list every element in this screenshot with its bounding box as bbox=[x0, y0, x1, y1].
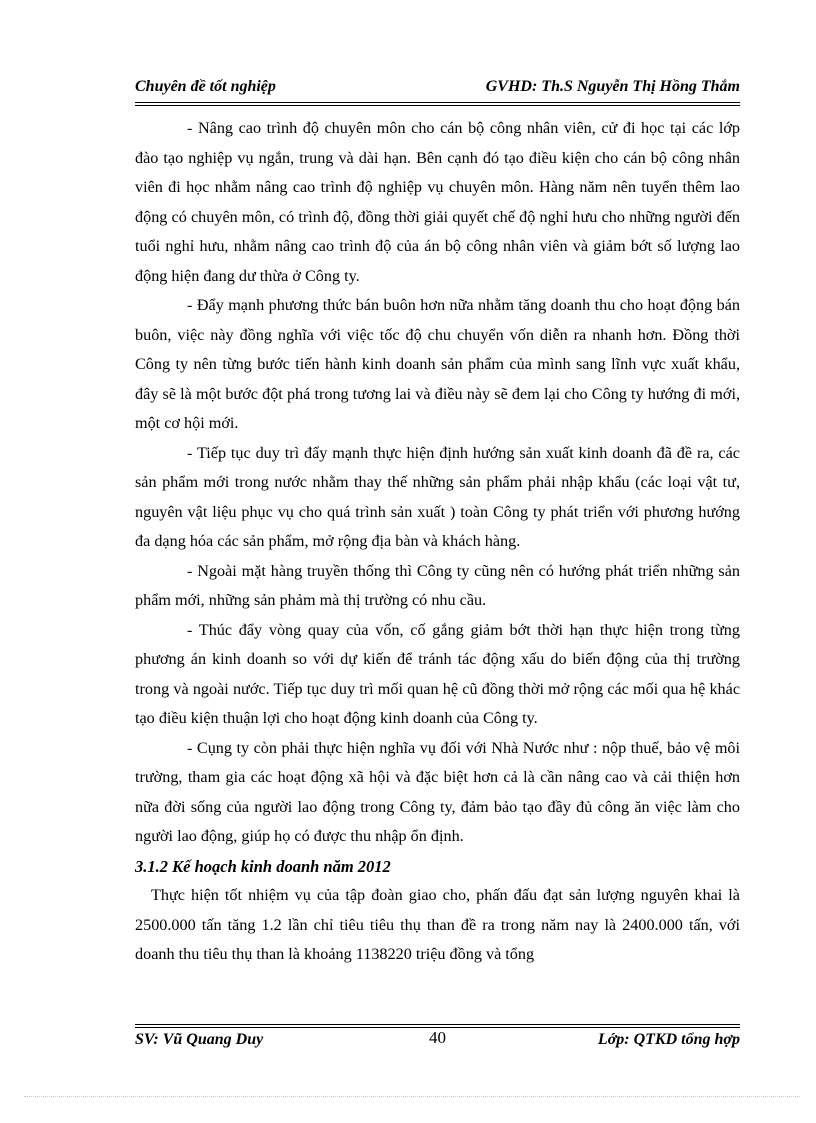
bullet-paragraph: - Tiếp tục duy trì đẩy mạnh thực hiện định hướng sản xuất kinh doanh đã đề ra, các sản phẩm mới trong nước nhằm thay thế những sản phẩm phải nhập khẩu (các loại vật tư, nguyên vật liệu phục vụ cho quá trình sản xuất ) toàn Công ty phát triển với phương hướng đa dạng hóa các sản phẩm, mở rộng địa bàn và khách hàng. bbox=[135, 443, 740, 550]
document-body bbox=[135, 114, 740, 970]
section-heading: 3.1.2 Kế hoạch kinh doanh năm 2012 bbox=[135, 856, 391, 876]
bullet-paragraph: - Đẩy mạnh phương thức bán buôn hơn nữa nhằm tăng doanh thu cho hoạt động bán buôn, việc này đồng nghĩa với việc tốc độ chu chuyển vốn diễn ra nhanh hơn. Đồng thời Công ty nên từng bước tiến hành kinh doanh sản phẩm của mình sang lĩnh vực xuất khẩu, đây sẽ là một bước đột phá trong tương lai và điều này sẽ đem lại cho Công ty hướng đi mới, một cơ hội mới. bbox=[135, 296, 740, 432]
bullet-paragraph: - Thúc đẩy vòng quay của vốn, cố gắng giảm bớt thời hạn thực hiện trong từng phương án kinh doanh so với dự kiến để tránh tác động xấu do biến động của thị trường trong và ngoài nước. Tiếp tục duy trì mối quan hệ cũ đồng thời mở rộng các mối qua hệ khác tạo điều kiện thuận lợi cho hoạt động kinh doanh của Công ty. bbox=[135, 620, 740, 727]
page-border-dotted bbox=[24, 1096, 800, 1097]
bullet-paragraph: - Nâng cao trình độ chuyên môn cho cán bộ công nhân viên, cử đi học tại các lớp đào tạo nghiệp vụ ngắn, trung và dài hạn. Bên cạnh đó tạo điều kiện cho cán bộ công nhân viên đi học nhằm nâng cao trình độ nghiệp vụ chuyên môn. Hàng năm nên tuyển thêm lao động có chuyên môn, có trình độ, đồng thời giải quyết chế độ nghỉ hưu cho những người đến tuổi nghỉ hưu, nhằm nâng cao trình độ của án bộ công nhân viên và giảm bớt số lượng lao động hiện đang dư thừa ở Công ty. bbox=[135, 119, 740, 285]
page-header bbox=[135, 72, 740, 106]
header-advisor: GVHD: Th.S Nguyễn Thị Hồng Thắm bbox=[485, 78, 740, 95]
header-title: Chuyên đề tốt nghiệp bbox=[135, 78, 276, 95]
footer-class: Lớp: QTKD tổng hợp bbox=[597, 1031, 740, 1048]
bullet-paragraph: - Ngoài mặt hàng truyền thống thì Công ty cũng nên có hướng phát triển những sản phẩm mới, những sản phảm mà thị trường có nhu cầu. bbox=[135, 561, 740, 609]
bullet-paragraph: - Cụng ty còn phải thực hiện nghĩa vụ đối với Nhà Nước như : nộp thuế, bảo vệ môi trường, tham gia các hoạt động xã hội và đặc biệt hơn cả là cần nâng cao và cải thiện hơn nữa đời sống của người lao động trong Công ty, đảm bảo tạo đầy đủ công ăn việc làm cho người lao động, giúp họ có được thu nhập ổn định. bbox=[135, 738, 740, 845]
page-number: 40 bbox=[429, 1028, 446, 1047]
section-paragraph: Thực hiện tốt nhiệm vụ của tập đoàn giao cho, phấn đấu đạt sản lượng nguyên khai là 2500.000 tấn tăng 1.2 lần chỉ tiêu tiêu thụ than đề ra trong năm nay là 2400.000 tấn, với doanh thu tiêu thụ than là khoảng 1138220 triệu đồng và tổng bbox=[135, 886, 740, 963]
page-footer bbox=[135, 1024, 740, 1054]
footer-student: SV: Vũ Quang Duy bbox=[135, 1031, 264, 1048]
